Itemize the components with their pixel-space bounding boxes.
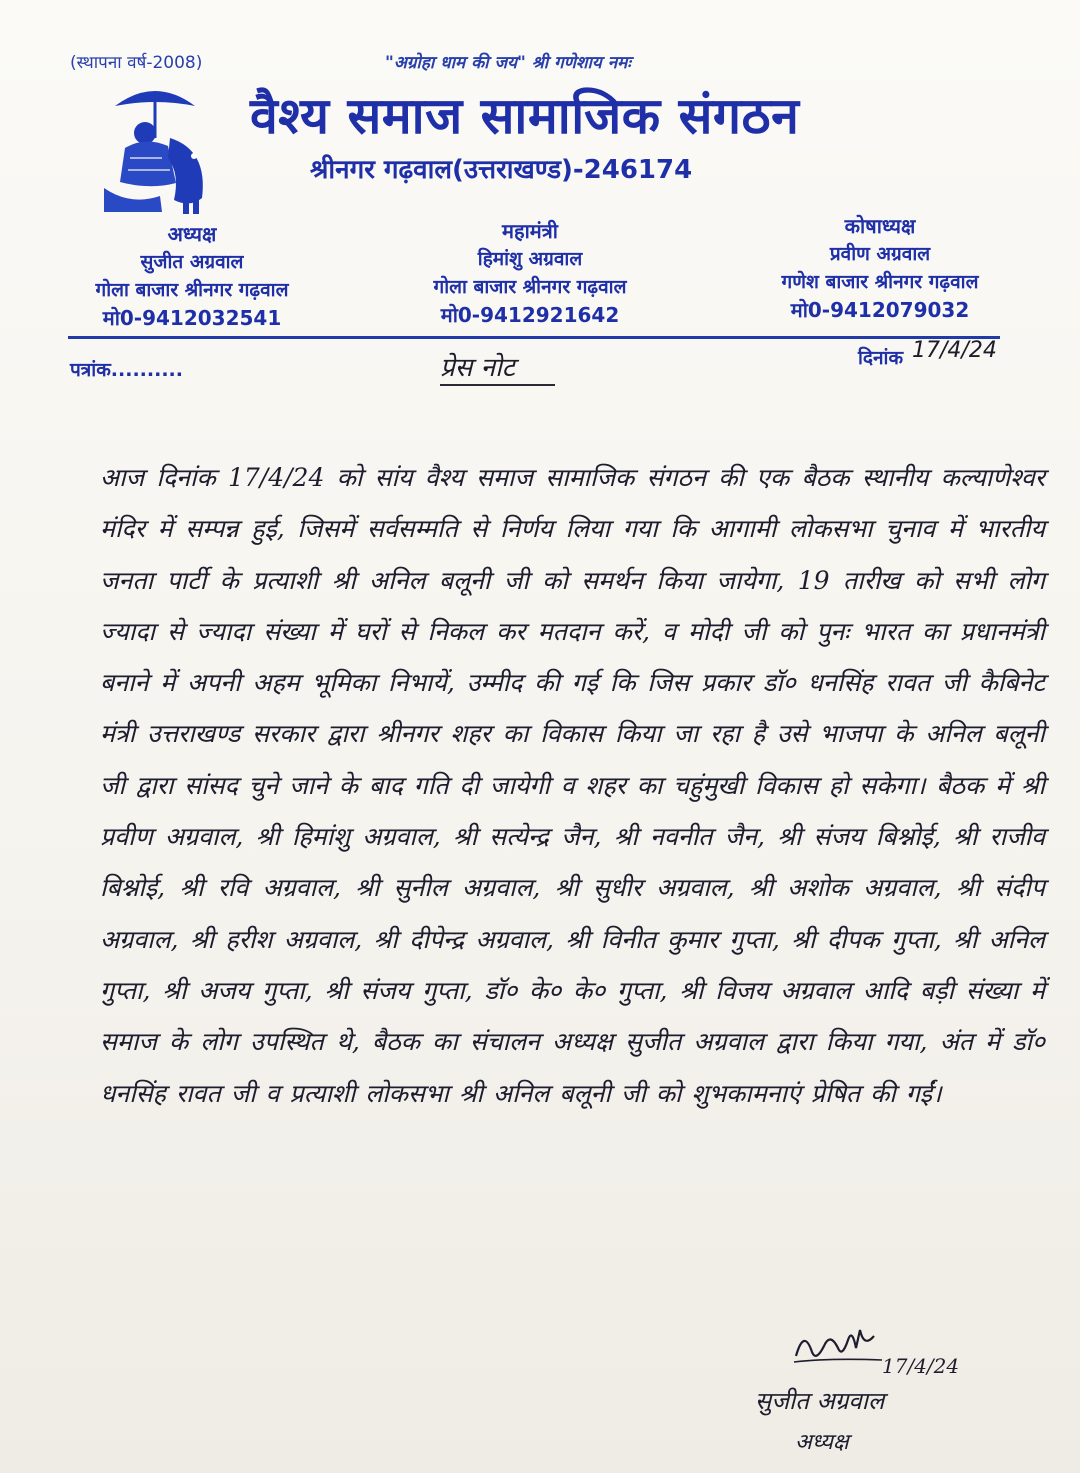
president-block: [62, 220, 322, 332]
treasurer-name: प्रवीण अग्रवाल: [829, 243, 931, 265]
president-role: अध्यक्ष: [167, 222, 217, 246]
signatory-role: अध्यक्ष: [795, 1430, 849, 1455]
general-secretary-phone: मो0-9412921642: [440, 303, 620, 327]
date-value: 17/4/24: [912, 338, 997, 363]
press-note-heading: प्रेस नोट: [440, 353, 515, 383]
letterhead-divider: [68, 336, 1000, 339]
date-label: दिनांक: [858, 347, 904, 369]
general-secretary-name: हिमांशु अग्रवाल: [477, 248, 583, 270]
press-note-body: आज दिनांक 17/4/24 को सांय वैश्य समाज सामाजिक संगठन की एक बैठक स्थानीय कल्याणेश्वर मंदिर में सम्पन्न हुई, जिसमें सर्वसम्मति से निर्णय लिया गया कि आगामी लोकसभा चुनाव में भारतीय जनता पार्टी के प्रत्याशी श्री अनिल बलूनी जी को समर्थन किया जायेगा, 19 तारीख को सभी लोग ज्यादा से ज्यादा संख्या में घरों से निकल कर मतदान करें, व मोदी जी को पुनः भारत का प्रधानमंत्री बनाने में अपनी अहम भूमिका निभायें, उम्मीद की गई कि जिस प्रकार डॉ० धनसिंह रावत जी कैबिनेट मंत्री उत्तराखण्ड सरकार द्वारा श्रीनगर शहर का विकास किया जा रहा है उसे भाजपा के अनिल बलूनी जी द्वारा सांसद चुने जाने के बाद गति दी जायेगी व शहर का चहुंमुखी विकास हो सकेगा। बैठक में श्री प्रवीण अग्रवाल, श्री हिमांशु अग्रवाल, श्री सत्येन्द्र जैन, श्री नवनीत जैन, श्री संजय बिश्नोई, श्री राजीव बिश्नोई, श्री रवि अग्रवाल, श्री सुनील अग्रवाल, श्री सुधीर अग्रवाल, श्री अशोक अग्रवाल, श्री संदीप अग्रवाल, श्री हरीश अग्रवाल, श्री दीपेन्द्र अग्रवाल, श्री विनीत कुमार गुप्ता, श्री दीपक गुप्ता, श्री अनिल गुप्ता, श्री अजय गुप्ता, श्री संजय गुप्ता, डॉ० के० के० गुप्ता, श्री विजय अग्रवाल आदि बड़ी संख्या में समाज के लोग उपस्थित थे, बैठक का संचालन अध्यक्ष सुजीत अग्रवाल द्वारा किया गया, अंत में डॉ० धनसिंह रावत जी व प्रत्याशी लोकसभा श्री अनिल बलूनी जी को शुभकामनाएं प्रेषित की गईं।: [100, 463, 1045, 1108]
organisation-title: वैश्य समाज सामाजिक संगठन: [250, 87, 800, 145]
treasurer-role: कोषाध्यक्ष: [844, 214, 916, 238]
signature-scribble-icon: [790, 1318, 890, 1368]
established-year: (स्थापना वर्ष-2008): [70, 53, 203, 73]
organisation-address: श्रीनगर गढ़वाल(उत्तराखण्ड)-246174: [310, 155, 693, 185]
general-secretary-role: महामंत्री: [502, 219, 558, 243]
maharaja-agrasen-logo-icon: [90, 78, 220, 218]
treasurer-address: गणेश बाजार श्रीनगर गढ़वाल: [781, 271, 979, 293]
treasurer-phone: मो0-9412079032: [790, 298, 970, 322]
president-address: गोला बाजार श्रीनगर गढ़वाल: [95, 279, 289, 301]
treasurer-block: [750, 212, 1010, 324]
motto-line: "अग्रोहा धाम की जय" श्री गणेशाय नमः: [385, 53, 631, 73]
president-name: सुजीत अग्रवाल: [140, 251, 244, 273]
general-secretary-address: गोला बाजार श्रीनगर गढ़वाल: [433, 276, 627, 298]
signatory-name: सुजीत अग्रवाल: [755, 1387, 885, 1415]
president-phone: मो0-9412032541: [102, 306, 282, 330]
reference-number-label: पत्रांक..........: [70, 359, 183, 381]
heading-underline: [440, 384, 555, 386]
general-secretary-block: [400, 217, 660, 329]
signature-date: 17/4/24: [882, 1354, 960, 1378]
